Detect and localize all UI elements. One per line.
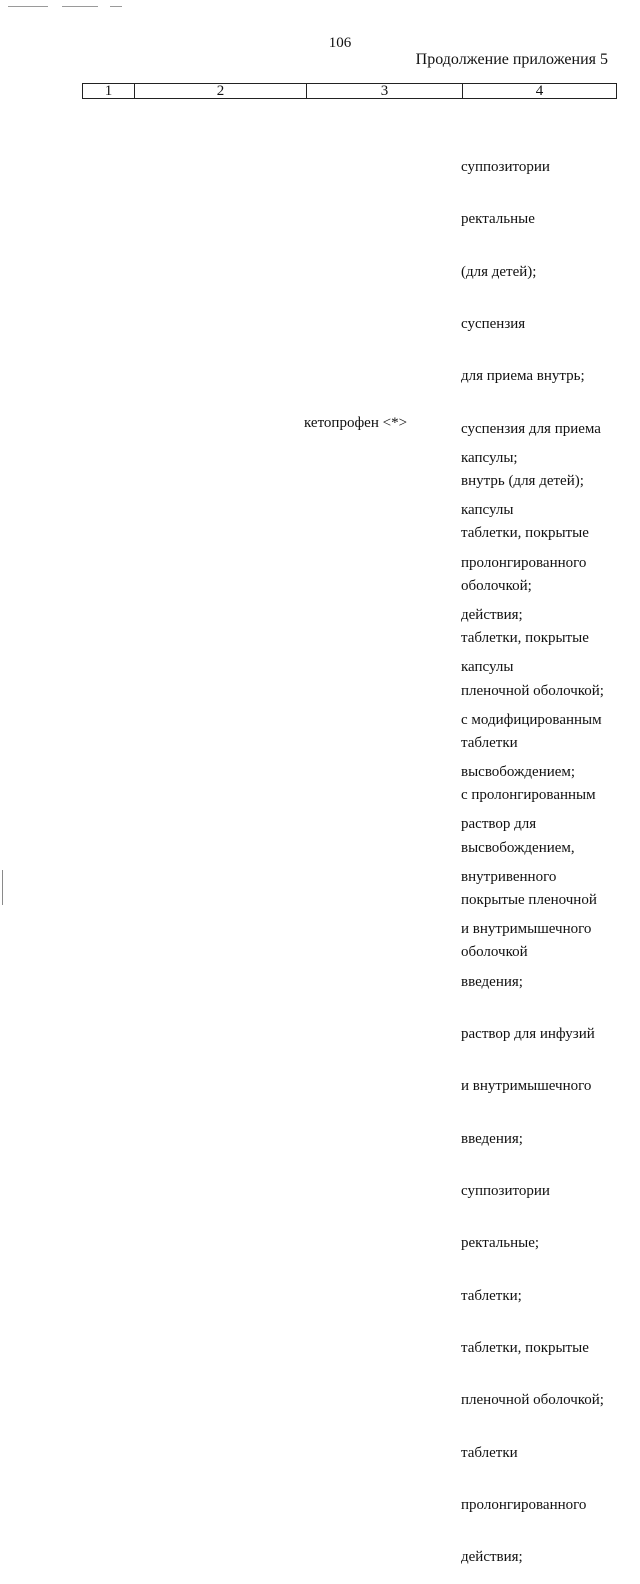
form-line: раствор для xyxy=(461,816,537,833)
form-line: действия; xyxy=(461,1549,523,1566)
form-line: для приема внутрь; xyxy=(461,368,585,385)
form-line: пленочной оболочкой; xyxy=(461,1392,604,1409)
form-line: внутрь (для детей); xyxy=(461,473,584,490)
form-line: капсулы; xyxy=(461,449,518,466)
header-col-4: 4 xyxy=(463,84,617,99)
scan-artifact-top-1 xyxy=(8,6,48,7)
form-line: пленочной оболочкой; xyxy=(461,682,604,699)
form-line: оболочкой xyxy=(461,944,528,961)
page-number: 106 xyxy=(328,35,352,51)
header-col-3: 3 xyxy=(307,84,463,99)
form-line: (для детей); xyxy=(461,263,537,280)
form-line: действия; xyxy=(461,606,523,623)
form-line: таблетки xyxy=(461,734,518,751)
form-line: ректальные xyxy=(461,211,535,228)
form-line: и внутримышечного xyxy=(461,1078,592,1095)
form-line: покрытые пленочной xyxy=(461,891,597,908)
form-line: высвобождением, xyxy=(461,839,575,856)
form-line: таблетки, покрытые xyxy=(461,525,589,542)
form-line: ректальные; xyxy=(461,1235,540,1252)
form-line: оболочкой; xyxy=(461,577,532,594)
dosage-forms-ketoprofen xyxy=(461,415,604,1584)
form-line: капсулы xyxy=(461,659,514,676)
header-col-2: 2 xyxy=(135,84,307,99)
scan-edge-left xyxy=(2,870,3,905)
form-line: пролонгированного xyxy=(461,554,587,571)
column-number-header xyxy=(82,83,617,99)
form-line: раствор для инфузий xyxy=(461,1025,595,1042)
appendix-continuation-note: Продолжение приложения 5 xyxy=(415,51,608,68)
form-line: высвобождением; xyxy=(461,764,576,781)
form-line: таблетки xyxy=(461,1444,518,1461)
scan-artifact-top-2 xyxy=(62,6,98,7)
form-line: с модифицированным xyxy=(461,711,602,728)
form-line: и внутримышечного xyxy=(461,921,592,938)
form-line: суспензия для приема xyxy=(461,420,601,437)
form-line: пролонгированного xyxy=(461,1497,587,1514)
form-line: таблетки, покрытые xyxy=(461,630,589,647)
form-line: капсулы xyxy=(461,502,514,519)
header-col-1: 1 xyxy=(83,84,135,99)
form-line: таблетки; xyxy=(461,1287,522,1304)
form-line: внутривенного xyxy=(461,868,557,885)
form-line: суппозитории xyxy=(461,158,550,175)
drug-name-ketoprofen: кетопрофен <*> xyxy=(304,415,408,431)
form-line: таблетки, покрытые xyxy=(461,1340,589,1357)
form-line: суппозитории xyxy=(461,1182,550,1199)
form-line: суспензия xyxy=(461,315,526,332)
scan-artifact-top-3 xyxy=(110,6,122,7)
form-line: с пролонгированным xyxy=(461,787,596,804)
form-line: введения; xyxy=(461,1130,523,1147)
form-line: введения; xyxy=(461,973,523,990)
